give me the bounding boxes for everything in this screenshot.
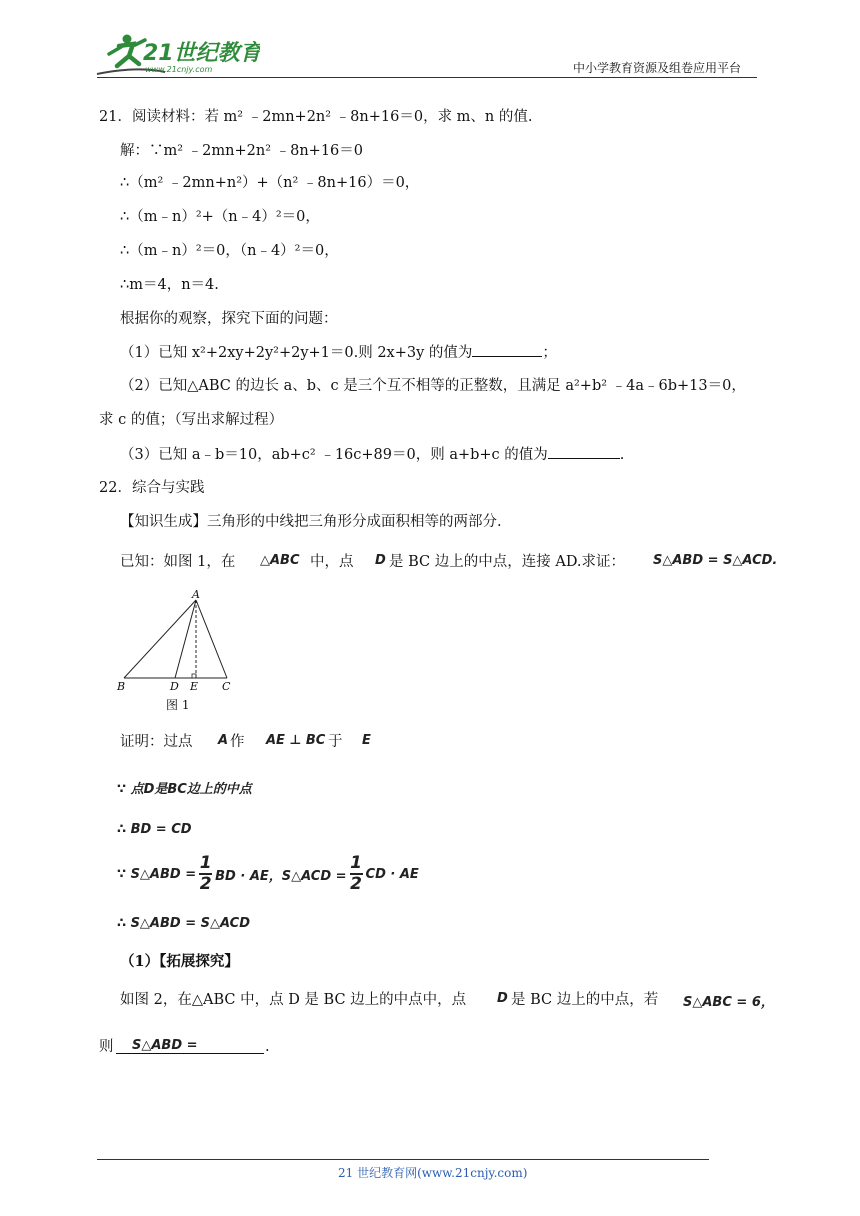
q21-part-1-text: （1）已知 x²+2xy+2y²+2y+1＝0.则 2x+3y 的值为 [120,345,473,361]
fig2-area: S△ABC = 6， [683,995,774,1010]
fig-label-c: C [222,680,231,693]
then-end: . [265,1039,270,1055]
header-divider [97,77,757,78]
footer-divider [97,1159,709,1160]
q21-step-4: ∴（m﹣n）²＝0，（n﹣4）²＝0， [120,243,339,259]
q22-given-d: D [375,553,386,568]
proof-line-3 [117,855,419,893]
then-answer-blank [116,1038,264,1054]
answer-blank [548,444,620,459]
proof-line-4: ∴ S△ABD = S△ACD [117,916,250,931]
logo-url: www.21cnjy.com [145,65,213,74]
q21-step-1: 解：∵m² ﹣2mn+2n² ﹣8n+16＝0 [120,143,364,159]
fraction-half [199,855,212,893]
figure-1 [112,588,242,714]
fraction-half [350,855,363,893]
q21-part-3-text: （3）已知 a﹣b＝10，ab+c² ﹣16c+89＝0，则 a+b+c 的值为 [120,447,548,463]
q22-title: 22．综合与实践 [99,480,205,496]
fig-label-b: B [117,680,126,693]
q21-part-3 [120,444,624,465]
proof-point-e: E [362,733,371,748]
logo-text: 21世纪教育 [143,41,260,66]
q22-given-triangle: △ABC [260,553,300,568]
q22-given-a: 已知：如图 1，在 [120,554,236,570]
proof-line-1: ∵ 点D是BC边上的中点 [117,782,252,797]
figure-1-caption: 图 1 [166,698,190,712]
then-label: 则 [99,1039,114,1055]
fraction-denominator: 2 [350,874,362,894]
proof-a: 证明：过点 [120,734,193,750]
proof-b: 作 [230,734,245,750]
fig-label-e: E [190,680,199,693]
q21-part-1 [120,342,557,363]
proof-line-2: ∴ BD = CD [117,822,192,837]
answer-blank [472,342,542,357]
q21-part-1-end: ； [542,345,557,361]
q21-step-5: ∴m＝4，n＝4. [120,277,219,293]
platform-name: 中小学教育资源及组卷应用平台 [573,61,742,75]
proof-line-3-b: BD · AE，S△ACD = [215,868,347,884]
q21-step-2: ∴（m² ﹣2mn+n²）+（n² ﹣8n+16）＝0， [120,175,420,191]
fraction-numerator: 1 [199,853,212,873]
q22-given-equation: S△ABD = S△ACD. [653,553,778,568]
proof-line-3-a: ∵ S△ABD = [117,866,197,882]
fraction-denominator: 2 [199,874,212,894]
q22-knowledge: 【知识生成】三角形的中线把三角形分成面积相等的两部分. [120,514,502,530]
fig2-b: 是 BC 边上的中点，若 [511,992,659,1008]
footer-link[interactable]: 21 世纪教育网(www.21cnjy.com) [338,1166,528,1180]
site-logo [95,30,260,78]
then-equation: S△ABD = [132,1038,198,1053]
fig-label-a: A [192,588,200,601]
fig2-a: 如图 2，在△ABC 中，点 D 是 BC 边上的中点中，点 [120,992,467,1008]
fig-label-d: D [170,680,179,693]
fraction-numerator: 1 [350,853,362,873]
q21-stem: 21．阅读材料：若 m² ﹣2mn+2n² ﹣8n+16＝0，求 m、n 的值. [99,109,533,125]
proof-line-3-c: CD · AE [365,866,419,882]
proof-point-a: A [218,733,229,748]
q21-step-3: ∴（m﹣n）²+（n﹣4）²＝0， [120,209,320,225]
fig2-point-d: D [497,991,508,1006]
extension-heading: （1）【拓展探究】 [120,953,239,970]
proof-c: 于 [328,734,343,750]
q21-part-2-line-2: 求 c 的值；（写出求解过程） [99,412,284,428]
q21-prompt: 根据你的观察，探究下面的问题： [120,311,338,327]
q21-part-3-end: . [619,447,625,463]
proof-perpendicular: AE ⊥ BC [266,733,326,748]
q21-part-2-line-1: （2）已知△ABC 的边长 a、b、c 是三个互不相等的正整数，且满足 a²+b² ﹣4a﹣6b+13＝0， [120,378,746,394]
q22-given-b: 中，点 [310,554,354,570]
q22-given-c: 是 BC 边上的中点，连接 AD.求证： [389,554,626,570]
